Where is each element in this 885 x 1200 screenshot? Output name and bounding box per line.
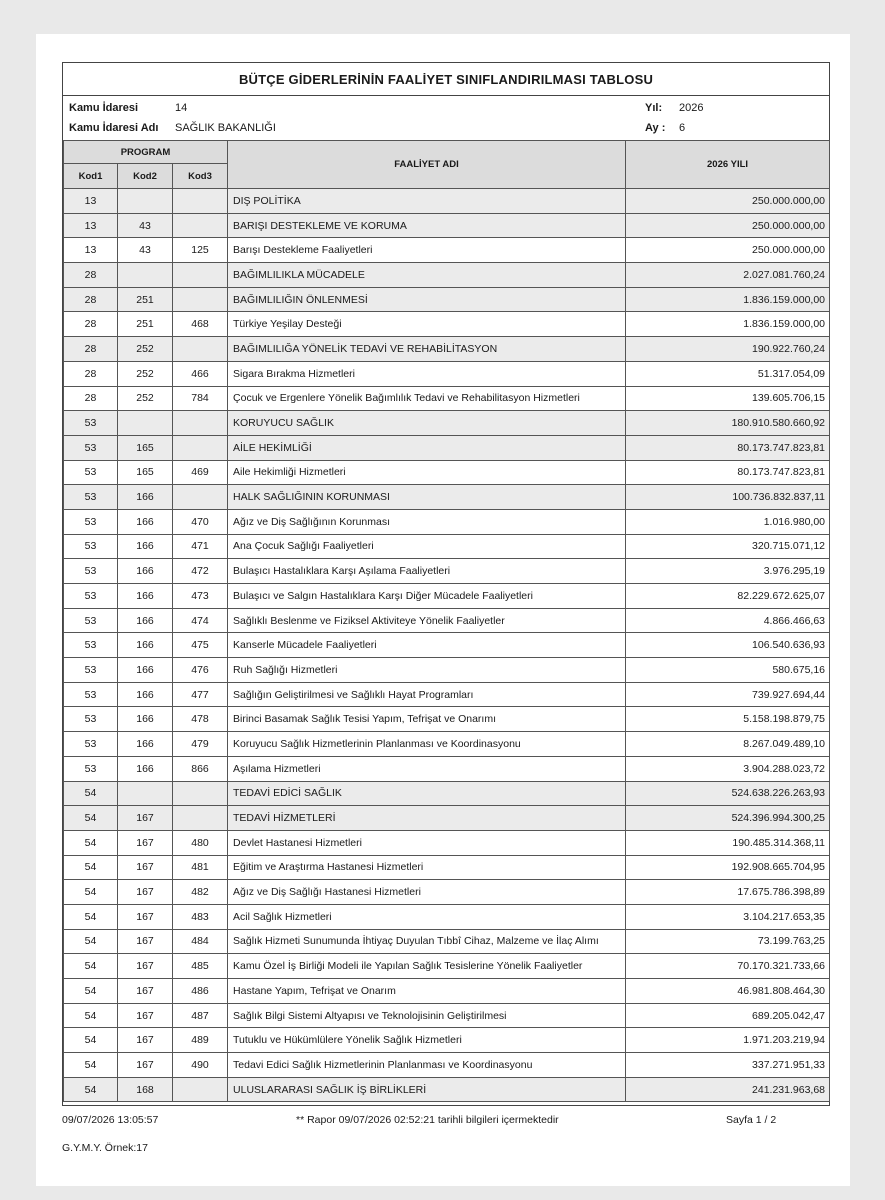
kod1-cell: 54: [64, 806, 118, 831]
kamu-idaresi-adi-line: [69, 122, 158, 134]
kod1-cell: 53: [64, 485, 118, 510]
kod1-cell: 53: [64, 559, 118, 584]
kod1-cell: 54: [64, 979, 118, 1004]
amount-cell: 4.866.466,63: [626, 608, 830, 633]
kod1-cell: 53: [64, 460, 118, 485]
table-row: [64, 189, 830, 214]
amount-cell: 51.317.054,09: [626, 361, 830, 386]
faaliyet-name-cell: DIŞ POLİTİKA: [228, 189, 626, 214]
kod1-cell: 53: [64, 756, 118, 781]
kod2-cell: 167: [118, 1053, 173, 1078]
kod3-cell: 487: [173, 1003, 228, 1028]
table-row: [64, 361, 830, 386]
table-row: [64, 337, 830, 362]
kod2-cell: 167: [118, 830, 173, 855]
program-header: PROGRAM: [64, 141, 228, 164]
amount-cell: 524.396.994.300,25: [626, 806, 830, 831]
faaliyet-name-cell: Birinci Basamak Sağlık Tesisi Yapım, Tefrişat ve Onarımı: [228, 707, 626, 732]
table-row: [64, 238, 830, 263]
faaliyet-name-cell: Tutuklu ve Hükümlülere Yönelik Sağlık Hizmetleri: [228, 1028, 626, 1053]
amount-cell: 320.715.071,12: [626, 534, 830, 559]
report-meta: [63, 96, 829, 140]
faaliyet-name-cell: Ağız ve Diş Sağlığı Hastanesi Hizmetleri: [228, 880, 626, 905]
kod3-cell: 471: [173, 534, 228, 559]
kod2-header: Kod2: [118, 164, 173, 189]
kod1-cell: 53: [64, 608, 118, 633]
faaliyet-name-cell: Sağlığın Geliştirilmesi ve Sağlıklı Hayat Programları: [228, 682, 626, 707]
kod3-cell: [173, 1077, 228, 1102]
faaliyet-name-cell: Hastane Yapım, Tefrişat ve Onarım: [228, 979, 626, 1004]
kod2-cell: 166: [118, 658, 173, 683]
kod1-cell: 28: [64, 386, 118, 411]
footer-form: G.Y.M.Y. Örnek:17: [62, 1142, 148, 1154]
kod2-cell: 166: [118, 485, 173, 510]
faaliyet-name-cell: Koruyucu Sağlık Hizmetlerinin Planlanması ve Koordinasyonu: [228, 732, 626, 757]
kod2-cell: 165: [118, 460, 173, 485]
table-row: [64, 756, 830, 781]
footer-datetime: 09/07/2026 13:05:57: [62, 1114, 159, 1126]
kod2-cell: 165: [118, 435, 173, 460]
kod2-cell: 252: [118, 361, 173, 386]
amount-cell: 3.104.217.653,35: [626, 904, 830, 929]
kod1-cell: 28: [64, 287, 118, 312]
faaliyet-name-cell: Bulaşıcı ve Salgın Hastalıklara Karşı Diğer Mücadele Faaliyetleri: [228, 584, 626, 609]
faaliyet-name-cell: Tedavi Edici Sağlık Hizmetlerinin Planlanması ve Koordinasyonu: [228, 1053, 626, 1078]
amount-cell: 100.736.832.837,11: [626, 485, 830, 510]
amount-cell: 80.173.747.823,81: [626, 435, 830, 460]
kod2-cell: 166: [118, 707, 173, 732]
amount-cell: 250.000.000,00: [626, 189, 830, 214]
report-frame: [62, 62, 830, 1106]
kod3-cell: [173, 781, 228, 806]
amount-cell: 73.199.763,25: [626, 929, 830, 954]
kod2-cell: 167: [118, 806, 173, 831]
amount-cell: 250.000.000,00: [626, 238, 830, 263]
kod3-cell: 479: [173, 732, 228, 757]
faaliyet-name-cell: TEDAVİ HİZMETLERİ: [228, 806, 626, 831]
kod3-cell: [173, 189, 228, 214]
kod3-header: Kod3: [173, 164, 228, 189]
kod2-cell: 166: [118, 534, 173, 559]
amount-cell: 70.170.321.733,66: [626, 954, 830, 979]
kod2-cell: [118, 263, 173, 288]
faaliyet-name-cell: Sağlıklı Beslenme ve Fiziksel Aktiviteye Yönelik Faaliyetler: [228, 608, 626, 633]
kod1-cell: 53: [64, 509, 118, 534]
amount-cell: 689.205.042,47: [626, 1003, 830, 1028]
kod1-cell: 54: [64, 1053, 118, 1078]
table-row: [64, 213, 830, 238]
kod3-cell: 480: [173, 830, 228, 855]
amount-cell: 190.922.760,24: [626, 337, 830, 362]
amount-cell: 241.231.963,68: [626, 1077, 830, 1102]
kod3-cell: [173, 435, 228, 460]
kod3-cell: 125: [173, 238, 228, 263]
kod2-cell: [118, 189, 173, 214]
kod2-cell: 251: [118, 287, 173, 312]
kod3-cell: 484: [173, 929, 228, 954]
kod3-cell: [173, 806, 228, 831]
kod1-header: Kod1: [64, 164, 118, 189]
yil-label: Yıl:: [645, 102, 663, 114]
kod3-cell: 466: [173, 361, 228, 386]
kod2-cell: 43: [118, 213, 173, 238]
yil-value: 2026: [679, 102, 704, 114]
faaliyet-name-cell: BARIŞI DESTEKLEME VE KORUMA: [228, 213, 626, 238]
report-page: [36, 34, 850, 1186]
kod3-cell: 478: [173, 707, 228, 732]
table-row: [64, 1028, 830, 1053]
kod2-cell: 166: [118, 633, 173, 658]
faaliyet-name-cell: Eğitim ve Araştırma Hastanesi Hizmetleri: [228, 855, 626, 880]
kod3-cell: 784: [173, 386, 228, 411]
amount-cell: 80.173.747.823,81: [626, 460, 830, 485]
amount-cell: 46.981.808.464,30: [626, 979, 830, 1004]
table-row: [64, 806, 830, 831]
amount-cell: 1.971.203.219,94: [626, 1028, 830, 1053]
kod3-cell: 469: [173, 460, 228, 485]
table-row: [64, 411, 830, 436]
amount-cell: 1.016.980,00: [626, 509, 830, 534]
kod1-cell: 28: [64, 263, 118, 288]
table-row: [64, 559, 830, 584]
kod2-cell: 166: [118, 682, 173, 707]
table-row: [64, 707, 830, 732]
kod3-cell: [173, 411, 228, 436]
faaliyet-name-cell: ULUSLARARASI SAĞLIK İŞ BİRLİKLERİ: [228, 1077, 626, 1102]
faaliyet-name-cell: Kamu Özel İş Birliği Modeli ile Yapılan Sağlık Tesislerine Yönelik Faaliyetler: [228, 954, 626, 979]
kod1-cell: 28: [64, 312, 118, 337]
kod3-cell: 486: [173, 979, 228, 1004]
kod3-cell: 472: [173, 559, 228, 584]
faaliyet-name-cell: Aşılama Hizmetleri: [228, 756, 626, 781]
kod1-cell: 54: [64, 781, 118, 806]
kod2-cell: 167: [118, 1003, 173, 1028]
amount-cell: 82.229.672.625,07: [626, 584, 830, 609]
faaliyet-name-cell: BAĞIMLILIĞIN ÖNLENMESİ: [228, 287, 626, 312]
amount-cell: 8.267.049.489,10: [626, 732, 830, 757]
kod3-cell: 475: [173, 633, 228, 658]
faaliyet-name-cell: KORUYUCU SAĞLIK: [228, 411, 626, 436]
kod2-cell: 167: [118, 1028, 173, 1053]
amount-cell: 180.910.580.660,92: [626, 411, 830, 436]
kod1-cell: 53: [64, 707, 118, 732]
faaliyet-name-cell: BAĞIMLILIĞA YÖNELİK TEDAVİ VE REHABİLİTASYON: [228, 337, 626, 362]
amount-cell: 2.027.081.760,24: [626, 263, 830, 288]
amount-cell: 337.271.951,33: [626, 1053, 830, 1078]
kod1-cell: 13: [64, 213, 118, 238]
kod2-cell: 166: [118, 608, 173, 633]
kod1-cell: 53: [64, 658, 118, 683]
table-row: [64, 386, 830, 411]
table-row: [64, 287, 830, 312]
faaliyet-name-cell: Barışı Destekleme Faaliyetleri: [228, 238, 626, 263]
faaliyet-name-cell: Kanserle Mücadele Faaliyetleri: [228, 633, 626, 658]
kod1-cell: 54: [64, 954, 118, 979]
kod2-cell: [118, 411, 173, 436]
faaliyet-name-cell: Ruh Sağlığı Hizmetleri: [228, 658, 626, 683]
kamu-idaresi-line: [69, 102, 138, 114]
table-row: [64, 781, 830, 806]
table-row: [64, 979, 830, 1004]
faaliyet-name-cell: Bulaşıcı Hastalıklara Karşı Aşılama Faaliyetleri: [228, 559, 626, 584]
table-row: [64, 904, 830, 929]
kod3-cell: [173, 213, 228, 238]
kod3-cell: [173, 287, 228, 312]
faaliyet-name-cell: BAĞIMLILIKLA MÜCADELE: [228, 263, 626, 288]
kod2-cell: 168: [118, 1077, 173, 1102]
table-row: [64, 633, 830, 658]
table-row: [64, 584, 830, 609]
table-row: [64, 608, 830, 633]
kod2-cell: 167: [118, 855, 173, 880]
kod2-cell: 167: [118, 904, 173, 929]
kod3-cell: 483: [173, 904, 228, 929]
kamu-idaresi-adi-value: SAĞLIK BAKANLIĞI: [175, 122, 276, 134]
table-row: [64, 682, 830, 707]
amount-cell: 250.000.000,00: [626, 213, 830, 238]
kod1-cell: 13: [64, 189, 118, 214]
amount-cell: 739.927.694,44: [626, 682, 830, 707]
kod2-cell: 166: [118, 732, 173, 757]
faaliyet-name-cell: Sağlık Hizmeti Sunumunda İhtiyaç Duyulan Tıbbî Cihaz, Malzeme ve İlaç Alımı: [228, 929, 626, 954]
table-row: [64, 732, 830, 757]
kod1-cell: 54: [64, 929, 118, 954]
amount-cell: 1.836.159.000,00: [626, 312, 830, 337]
table-row: [64, 460, 830, 485]
footer-note: ** Rapor 09/07/2026 02:52:21 tarihli bilgileri içermektedir: [296, 1114, 559, 1126]
kod2-cell: 43: [118, 238, 173, 263]
kod3-cell: 476: [173, 658, 228, 683]
table-row: [64, 263, 830, 288]
kod3-cell: 468: [173, 312, 228, 337]
kod3-cell: 473: [173, 584, 228, 609]
faaliyet-name-cell: Aile Hekimliği Hizmetleri: [228, 460, 626, 485]
kod3-cell: [173, 263, 228, 288]
table-row: [64, 929, 830, 954]
amount-cell: 139.605.706,15: [626, 386, 830, 411]
table-row: [64, 534, 830, 559]
kamu-idaresi-label: Kamu İdaresi: [69, 102, 139, 114]
kamu-idaresi-adi-label: Kamu İdaresi Adı: [69, 122, 159, 134]
kod3-cell: 489: [173, 1028, 228, 1053]
report-title: BÜTÇE GİDERLERİNİN FAALİYET SINIFLANDIRILMASI TABLOSU: [63, 63, 829, 96]
table-row: [64, 1003, 830, 1028]
kod3-cell: 474: [173, 608, 228, 633]
kod3-cell: 485: [173, 954, 228, 979]
faaliyet-name-cell: Ağız ve Diş Sağlığının Korunması: [228, 509, 626, 534]
kod3-cell: [173, 485, 228, 510]
kod1-cell: 53: [64, 732, 118, 757]
kod1-cell: 54: [64, 904, 118, 929]
kod1-cell: 54: [64, 1028, 118, 1053]
amount-cell: 3.976.295,19: [626, 559, 830, 584]
kod3-cell: 481: [173, 855, 228, 880]
faaliyet-name-cell: Acil Sağlık Hizmetleri: [228, 904, 626, 929]
kod2-cell: 167: [118, 979, 173, 1004]
table-row: [64, 312, 830, 337]
kod1-cell: 54: [64, 855, 118, 880]
kod2-cell: 166: [118, 584, 173, 609]
kod1-cell: 28: [64, 337, 118, 362]
amount-cell: 524.638.226.263,93: [626, 781, 830, 806]
kod2-cell: 166: [118, 559, 173, 584]
table-row: [64, 855, 830, 880]
kod2-cell: 166: [118, 756, 173, 781]
table-row: [64, 1077, 830, 1102]
table-row: [64, 485, 830, 510]
faaliyet-name-cell: Türkiye Yeşilay Desteği: [228, 312, 626, 337]
amount-cell: 5.158.198.879,75: [626, 707, 830, 732]
kod3-cell: 490: [173, 1053, 228, 1078]
table-header: [64, 141, 830, 189]
kod2-cell: 167: [118, 954, 173, 979]
kod2-cell: 167: [118, 929, 173, 954]
kod2-cell: 252: [118, 386, 173, 411]
amount-cell: 580.675,16: [626, 658, 830, 683]
kod1-cell: 13: [64, 238, 118, 263]
table-row: [64, 954, 830, 979]
faaliyet-name-cell: HALK SAĞLIĞININ KORUNMASI: [228, 485, 626, 510]
kod1-cell: 53: [64, 435, 118, 460]
kod2-cell: 166: [118, 509, 173, 534]
activity-table: [63, 140, 830, 1102]
ay-label: Ay :: [645, 122, 666, 134]
amount-cell: 1.836.159.000,00: [626, 287, 830, 312]
kod1-cell: 54: [64, 830, 118, 855]
kod1-cell: 54: [64, 880, 118, 905]
footer-page: Sayfa 1 / 2: [726, 1114, 777, 1126]
kod2-cell: [118, 781, 173, 806]
table-row: [64, 658, 830, 683]
amount-cell: 106.540.636,93: [626, 633, 830, 658]
year-header: 2026 YILI: [626, 141, 830, 189]
kod3-cell: 470: [173, 509, 228, 534]
kod2-cell: 252: [118, 337, 173, 362]
amount-cell: 190.485.314.368,11: [626, 830, 830, 855]
kod1-cell: 53: [64, 682, 118, 707]
kamu-idaresi-value: 14: [175, 102, 188, 114]
amount-cell: 17.675.786.398,89: [626, 880, 830, 905]
kod1-cell: 53: [64, 633, 118, 658]
kod3-cell: 866: [173, 756, 228, 781]
amount-cell: 192.908.665.704,95: [626, 855, 830, 880]
amount-cell: 3.904.288.023,72: [626, 756, 830, 781]
faaliyet-name-cell: Ana Çocuk Sağlığı Faaliyetleri: [228, 534, 626, 559]
kod1-cell: 54: [64, 1077, 118, 1102]
faaliyet-name-cell: Sigara Bırakma Hizmetleri: [228, 361, 626, 386]
faaliyet-adi-header: FAALİYET ADI: [228, 141, 626, 189]
kod2-cell: 251: [118, 312, 173, 337]
faaliyet-name-cell: Devlet Hastanesi Hizmetleri: [228, 830, 626, 855]
kod2-cell: 167: [118, 880, 173, 905]
kod1-cell: 53: [64, 534, 118, 559]
table-row: [64, 880, 830, 905]
table-row: [64, 509, 830, 534]
faaliyet-name-cell: Çocuk ve Ergenlere Yönelik Bağımlılık Tedavi ve Rehabilitasyon Hizmetleri: [228, 386, 626, 411]
kod3-cell: [173, 337, 228, 362]
table-row: [64, 830, 830, 855]
kod1-cell: 28: [64, 361, 118, 386]
faaliyet-name-cell: Sağlık Bilgi Sistemi Altyapısı ve Teknolojisinin Geliştirilmesi: [228, 1003, 626, 1028]
table-row: [64, 1053, 830, 1078]
table-row: [64, 435, 830, 460]
kod1-cell: 53: [64, 584, 118, 609]
faaliyet-name-cell: TEDAVİ EDİCİ SAĞLIK: [228, 781, 626, 806]
ay-value: 6: [679, 122, 686, 134]
faaliyet-name-cell: AİLE HEKİMLİĞİ: [228, 435, 626, 460]
kod1-cell: 54: [64, 1003, 118, 1028]
kod1-cell: 53: [64, 411, 118, 436]
table-body: [64, 189, 830, 1102]
kod3-cell: 477: [173, 682, 228, 707]
kod3-cell: 482: [173, 880, 228, 905]
